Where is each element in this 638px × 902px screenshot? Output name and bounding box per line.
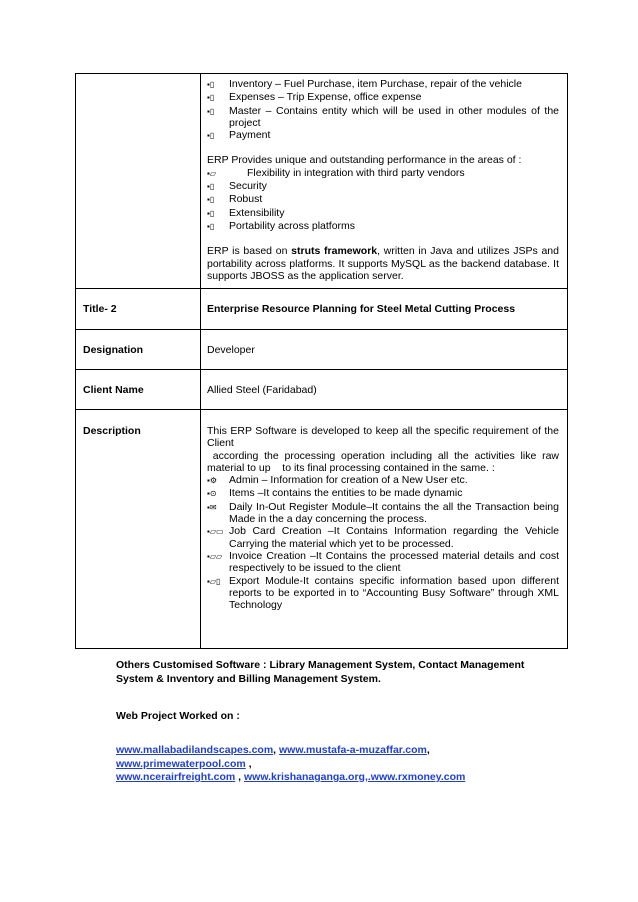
resume-project-table — [75, 73, 568, 649]
module-list — [207, 76, 559, 142]
bullet-icon: ▪▱▱ — [207, 551, 223, 561]
client-value: Allied Steel (Faridabad) — [201, 370, 568, 410]
list-item: ▪▯ Expenses – Trip Expense, office expense — [207, 91, 422, 104]
bullet-icon: ▪▱▭ — [207, 527, 224, 537]
description-label: Description — [76, 410, 201, 649]
list-item: ▪▯ Master – Contains entity which will be used in other modules of the project — [207, 104, 559, 129]
list-item: ▪▱▯ Export Module-It contains specific information based upon different reports to be exported in to “Accounting Busy Software” through XML Technology — [207, 574, 559, 612]
list-item: ▪▯ Inventory – Fuel Purchase, item Purchase, repair of the vehicle — [207, 78, 522, 90]
list-item: ▪▯ Robust — [207, 193, 263, 206]
designation-value: Developer — [201, 330, 568, 370]
link-ncerairfreight[interactable]: www.ncerairfreight.com — [116, 771, 236, 783]
description-line: according the processing operation including all the activities like raw material to up to its final processing contained in the same. : — [207, 449, 562, 474]
title-label: Title- 2 — [76, 289, 201, 330]
link-primewaterpool[interactable]: www.primewaterpool.com — [116, 757, 246, 770]
empty-label-cell — [76, 74, 201, 289]
web-projects-heading: Web Project Worked on : — [116, 710, 240, 722]
erp-framework-paragraph: ERP is based on struts framework, written in Java and utilizes JSPs and portability across platforms. It supports MySQL as the backend database. It supports JBOSS as the application server. — [207, 245, 559, 282]
link-mustafa-a-muzaffar[interactable]: www.mustafa-a-muzaffar.com — [279, 744, 427, 756]
list-item: ▪▯ Security — [207, 180, 267, 193]
list-item: ▪⚙ Admin – Information for creation of a New User etc. — [207, 474, 468, 487]
list-item: ▪▱ Flexibility in integration with third party vendors — [207, 166, 465, 179]
bullet-icon: ▪▯ — [207, 195, 215, 205]
bullet-icon: ▪▱ — [207, 168, 216, 178]
bullet-icon: ▪✉ — [207, 502, 217, 512]
list-item: ▪▯ Portability across platforms — [207, 219, 356, 232]
bullet-icon: ▪▯ — [207, 93, 215, 103]
designation-row — [76, 330, 568, 370]
list-item: ▪▱▭ Job Card Creation –It Contains Information regarding the Vehicle Carrying the material which yet to be processed. — [207, 525, 559, 550]
feature-list — [207, 167, 559, 233]
web-project-links: www.mallabadilandscapes.com, www.mustafa-a-muzaffar.com, www.primewaterpool.com , www.ncerairfreight.com , www.krishanaganga.org,.www.rxmoney.com — [116, 744, 466, 783]
list-item: ▪▯ Extensibility — [207, 206, 285, 219]
project-details-cell — [201, 74, 568, 289]
list-item: ▪✉ Daily In-Out Register Module–It contains the all the Transaction being Made in the a day concerning the process. — [207, 500, 559, 526]
description-line: This ERP Software is developed to keep all the specific requirement of the Client — [207, 425, 559, 450]
title-row — [76, 289, 568, 330]
client-label: Client Name — [76, 370, 201, 410]
title-value: Enterprise Resource Planning for Steel Metal Cutting Process — [201, 289, 568, 330]
description-list — [207, 474, 559, 611]
bullet-icon: ▪▯ — [207, 80, 215, 89]
description-cell — [201, 410, 568, 649]
project-details-row — [76, 74, 568, 289]
link-krishanaganga-rxmoney[interactable]: www.krishanaganga.org,.www.rxmoney.com — [244, 771, 466, 783]
bullet-icon: ▪▯ — [207, 221, 215, 231]
performance-intro: ERP Provides unique and outstanding performance in the areas of : — [207, 154, 522, 167]
description-row — [76, 410, 568, 649]
designation-label: Designation — [76, 330, 201, 370]
list-item: ▪▱▱ Invoice Creation –It Contains the processed material details and cost respectively to be issued to the client — [207, 549, 559, 575]
link-mallabadilandscapes[interactable]: www.mallabadilandscapes.com — [116, 744, 274, 756]
others-customised-software: Others Customised Software : Library Management System, Contact Management System & Inventory and Billing Management System. — [116, 659, 525, 685]
bullet-icon: ▪▯ — [207, 106, 215, 116]
bullet-icon: ▪⊙ — [207, 489, 217, 499]
client-row — [76, 370, 568, 410]
bullet-icon: ▪▯ — [207, 182, 215, 192]
list-item: ▪⊙ Items –It contains the entities to be made dynamic — [207, 487, 463, 500]
list-item: ▪▯ Payment — [207, 129, 271, 142]
bullet-icon: ▪▱▯ — [207, 576, 221, 586]
bullet-icon: ▪▯ — [207, 208, 215, 218]
bullet-icon: ▪⚙ — [207, 476, 218, 486]
bullet-icon: ▪▯ — [207, 131, 215, 141]
